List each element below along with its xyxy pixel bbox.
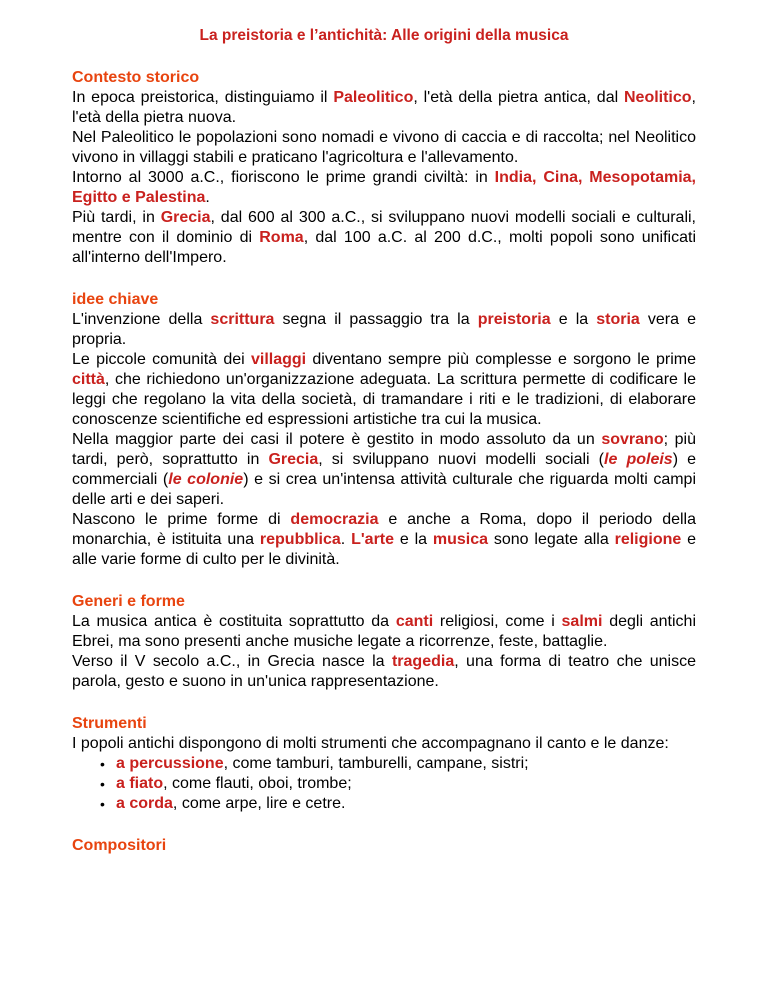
text-run: ) e commerciali ( — [72, 451, 697, 488]
text-run: , dal 600 al 300 a.C., si sviluppano nuovi modelli sociali e culturali, mentre con il dominio di — [72, 209, 697, 246]
bullet-icon: • — [100, 776, 105, 792]
highlight-term: Roma — [259, 229, 304, 246]
text-run: vera e propria. — [72, 311, 696, 348]
highlight-term: Neolitico — [623, 89, 692, 106]
section-heading: idee chiave — [72, 291, 159, 308]
highlight-term: a percussione — [116, 755, 224, 772]
highlight-term: Grecia — [160, 209, 211, 226]
text-run: , come arpe, lire e cetre. — [172, 795, 346, 812]
text-run: e la — [550, 311, 597, 328]
bullet-icon: • — [100, 756, 105, 772]
paragraph — [72, 168, 696, 208]
highlight-term: a corda — [116, 795, 173, 812]
text-run: Nel Paleolitico le popolazioni sono nomadi e vivono di caccia e di raccolta; nel Neolitico vivono in villaggi stabili e praticano l'agricoltura e l'allevamento. — [72, 129, 696, 166]
highlight-term: Grecia — [268, 451, 319, 468]
paragraph — [72, 734, 696, 754]
text-run: ) e si crea un'intensa attività culturale che riguarda molti campi delle arti e dei saperi. — [72, 471, 696, 508]
highlight-term: scrittura — [210, 311, 275, 328]
paragraph — [72, 350, 696, 430]
bullet-list — [72, 754, 696, 814]
text-run: Verso il V secolo a.C., in Grecia nasce la — [72, 653, 392, 670]
document-body — [72, 68, 696, 856]
highlight-term: villaggi — [250, 351, 307, 368]
highlight-term: tragedia — [391, 653, 455, 670]
text-run: Nella maggior parte dei casi il potere è gestito in modo assoluto da un — [72, 431, 602, 448]
text-run: , come flauti, oboi, trombe; — [163, 775, 352, 792]
highlight-term: salmi — [561, 613, 603, 630]
text-run: , l'età della pietra nuova. — [72, 89, 696, 126]
highlight-term: canti — [395, 613, 434, 630]
paragraph — [72, 652, 696, 692]
text-run: Intorno al 3000 a.C., fioriscono le prime grandi civiltà: in — [72, 169, 495, 186]
text-run: , dal 100 a.C. al 200 d.C., molti popoli sono unificati all'interno dell'Impero. — [72, 229, 697, 266]
paragraph — [72, 208, 696, 268]
section — [72, 290, 696, 570]
section — [72, 68, 696, 268]
text-run: . — [340, 531, 352, 548]
list-item — [100, 774, 696, 794]
text-run: e alle varie forme di culto per le divinità. — [72, 531, 697, 568]
text-run: religiosi, come i — [433, 613, 562, 630]
text-run: , come tamburi, tamburelli, campane, sistri; — [223, 755, 529, 772]
paragraph — [72, 612, 696, 652]
text-run: , che richiedono un'organizzazione adeguata. La scrittura permette di codificare le leggi che regolano la vita della società, di tramandare i riti e le tradizioni, di elaborare conoscenze scientifiche ed espressioni artistiche tra cui la musica. — [72, 371, 696, 428]
text-run: , si sviluppano nuovi modelli sociali ( — [318, 451, 605, 468]
text-run: diventano sempre più complesse e sorgono le prime — [306, 351, 697, 368]
bullet-icon: • — [100, 796, 105, 812]
highlight-term: India, Cina, Mesopotamia, Egitto e Palestina — [72, 169, 696, 206]
text-run: Più tardi, in — [72, 209, 161, 226]
text-run: I popoli antichi dispongono di molti strumenti che accompagnano il canto e le danze: — [72, 735, 669, 752]
text-run: ; più tardi, però, soprattutto in — [72, 431, 697, 468]
highlight-term: musica — [432, 531, 489, 548]
text-run: In epoca preistorica, distinguiamo il — [72, 89, 334, 106]
highlight-term: sovrano — [601, 431, 664, 448]
section-heading: Contesto storico — [72, 69, 200, 86]
highlight-term: repubblica — [259, 531, 341, 548]
section-heading: Strumenti — [72, 715, 147, 732]
text-run: degli antichi Ebrei, ma sono presenti anche musiche legate a ricorrenze, feste, battaglie. — [72, 613, 696, 650]
highlight-italic-term: le colonie — [168, 471, 244, 488]
section-heading: Compositori — [72, 837, 167, 854]
highlight-term: città — [72, 371, 105, 388]
highlight-term: preistoria — [477, 311, 551, 328]
section — [72, 714, 696, 814]
highlight-term: religione — [614, 531, 682, 548]
paragraph — [72, 510, 696, 570]
text-run: e la — [394, 531, 433, 548]
text-run: L'invenzione della — [72, 311, 211, 328]
highlight-term: a fiato — [116, 775, 164, 792]
text-run: , l'età della pietra antica, dal — [413, 89, 624, 106]
text-run: Le piccole comunità dei — [72, 351, 251, 368]
highlight-term: democrazia — [290, 511, 379, 528]
highlight-italic-term: le poleis — [604, 451, 673, 468]
text-run: e anche a Roma, dopo il periodo della monarchia, è istituita una — [72, 511, 696, 548]
paragraph — [72, 310, 696, 350]
section — [72, 836, 696, 856]
text-run: sono legate alla — [488, 531, 615, 548]
section — [72, 592, 696, 692]
paragraph — [72, 430, 696, 510]
highlight-term: L'arte — [351, 531, 395, 548]
list-item — [100, 794, 696, 814]
paragraph — [72, 128, 696, 168]
text-run: segna il passaggio tra la — [274, 311, 478, 328]
paragraph — [72, 88, 696, 128]
text-run: La musica antica è costituita soprattutto da — [72, 613, 396, 630]
list-item — [100, 754, 696, 774]
highlight-term: Paleolitico — [333, 89, 414, 106]
text-run: Nascono le prime forme di — [72, 511, 291, 528]
text-run: , una forma di teatro che unisce parola, gesto e suono in un'unica rappresentazione. — [72, 653, 697, 690]
text-run: . — [205, 189, 210, 206]
highlight-term: storia — [596, 311, 640, 328]
section-heading: Generi e forme — [72, 593, 185, 610]
document-title: La preistoria e l’antichità: Alle origini della musica — [199, 27, 569, 44]
